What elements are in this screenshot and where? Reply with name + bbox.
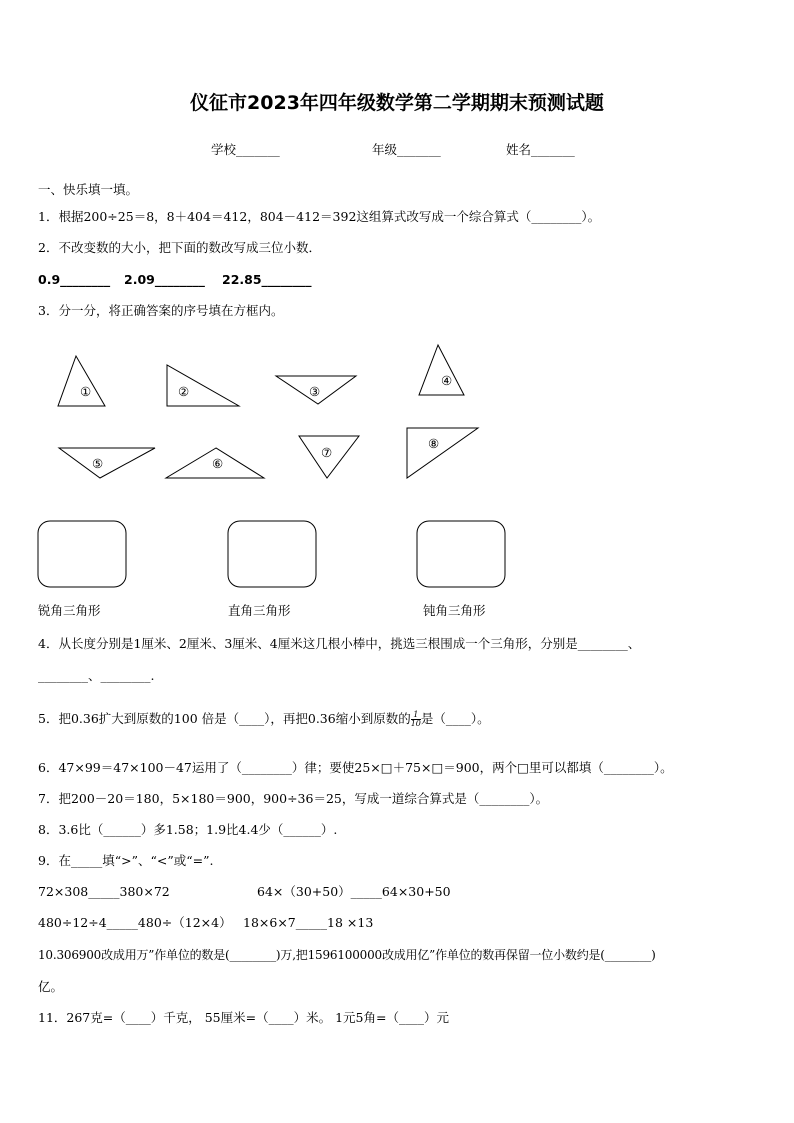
q2-item-1: 0.9________ (38, 272, 111, 287)
question-6: 6．47×99＝47×100－47运用了（________）律；要使25×□＋75×□＝900，两个□里可以都填（________）。 (38, 760, 673, 775)
question-4: 4．从长度分别是1厘米、2厘米、3厘米、4厘米这几根小棒中，挑选三根围成一个三角形，分别是________、 (38, 636, 641, 651)
triangle-5 (59, 448, 155, 478)
section-heading: 一、快乐填一填。 (38, 182, 139, 197)
q5-text-b: 是（____）。 (420, 711, 490, 726)
question-3: 3．分一分，将正确答案的序号填在方框内。 (38, 303, 284, 318)
name-field[interactable]: 姓名_______ (506, 142, 575, 157)
acute-triangle-box[interactable] (38, 521, 126, 587)
triangle-label-7: ⑦ (321, 445, 333, 460)
question-8: 8．3.6比（______）多1.58；1.9比4.4少（______）. (38, 822, 338, 837)
q2-item-3: 22.85________ (222, 272, 312, 287)
triangle-label-8: ⑧ (428, 436, 440, 451)
acute-triangle-label: 锐角三角形 (38, 603, 101, 618)
right-triangle-label: 直角三角形 (228, 603, 291, 618)
question-7: 7．把200－20＝180，5×180＝900，900÷36＝25，写成一道综合算式是（________）。 (38, 791, 549, 806)
triangle-8 (407, 428, 478, 478)
q9-item-2: 64×（30+50）_____64×30+50 (257, 884, 451, 899)
triangle-label-5: ⑤ (92, 456, 104, 471)
question-5 (38, 711, 490, 728)
obtuse-triangle-box[interactable] (417, 521, 505, 587)
question-1: 1．根据200÷25＝8，8＋404＝412，804－412＝392这组算式改写成一个综合算式（________）。 (38, 209, 601, 224)
triangle-label-1: ① (80, 384, 92, 399)
q9-item-3: 480÷12÷4_____480÷（12×4） (38, 915, 232, 930)
triangle-label-4: ④ (441, 373, 453, 388)
school-field[interactable]: 学校_______ (211, 142, 280, 157)
q5-text-a: 5．把0.36扩大到原数的100 倍是（____），再把0.36缩小到原数的 (38, 711, 411, 726)
question-2: 2．不改变数的大小，把下面的数改写成三位小数． (38, 240, 321, 255)
obtuse-triangle-label: 钝角三角形 (423, 603, 486, 618)
question-10: 10.306900改成用万”作单位的数是(________)万,把1596100000改成用亿”作单位的数再保留一位小数约是(________) (38, 948, 656, 962)
page-title: 仪征市2023年四年级数学第二学期期末预测试题 (190, 92, 604, 114)
question-10-cont: 亿。 (38, 979, 64, 994)
question-11: 11．267克=（____）千克， 55厘米=（____）米。 1元5角=（____）元 (38, 1010, 449, 1025)
triangle-label-3: ③ (309, 384, 321, 399)
q9-item-1: 72×308_____380×72 (38, 884, 170, 899)
question-4-cont: ________、________. (38, 668, 155, 683)
grade-field[interactable]: 年级_______ (372, 142, 441, 157)
right-triangle-box[interactable] (228, 521, 316, 587)
triangle-label-2: ② (178, 384, 190, 399)
triangle-label-6: ⑥ (212, 456, 224, 471)
q2-item-2: 2.09________ (124, 272, 205, 287)
q5-fraction: $\frac{1}{10}$ (410, 710, 421, 728)
q9-item-4: 18×6×7_____18 ×13 (243, 915, 374, 930)
question-9: 9．在_____填“>”、“<”或“=”. (38, 853, 214, 868)
